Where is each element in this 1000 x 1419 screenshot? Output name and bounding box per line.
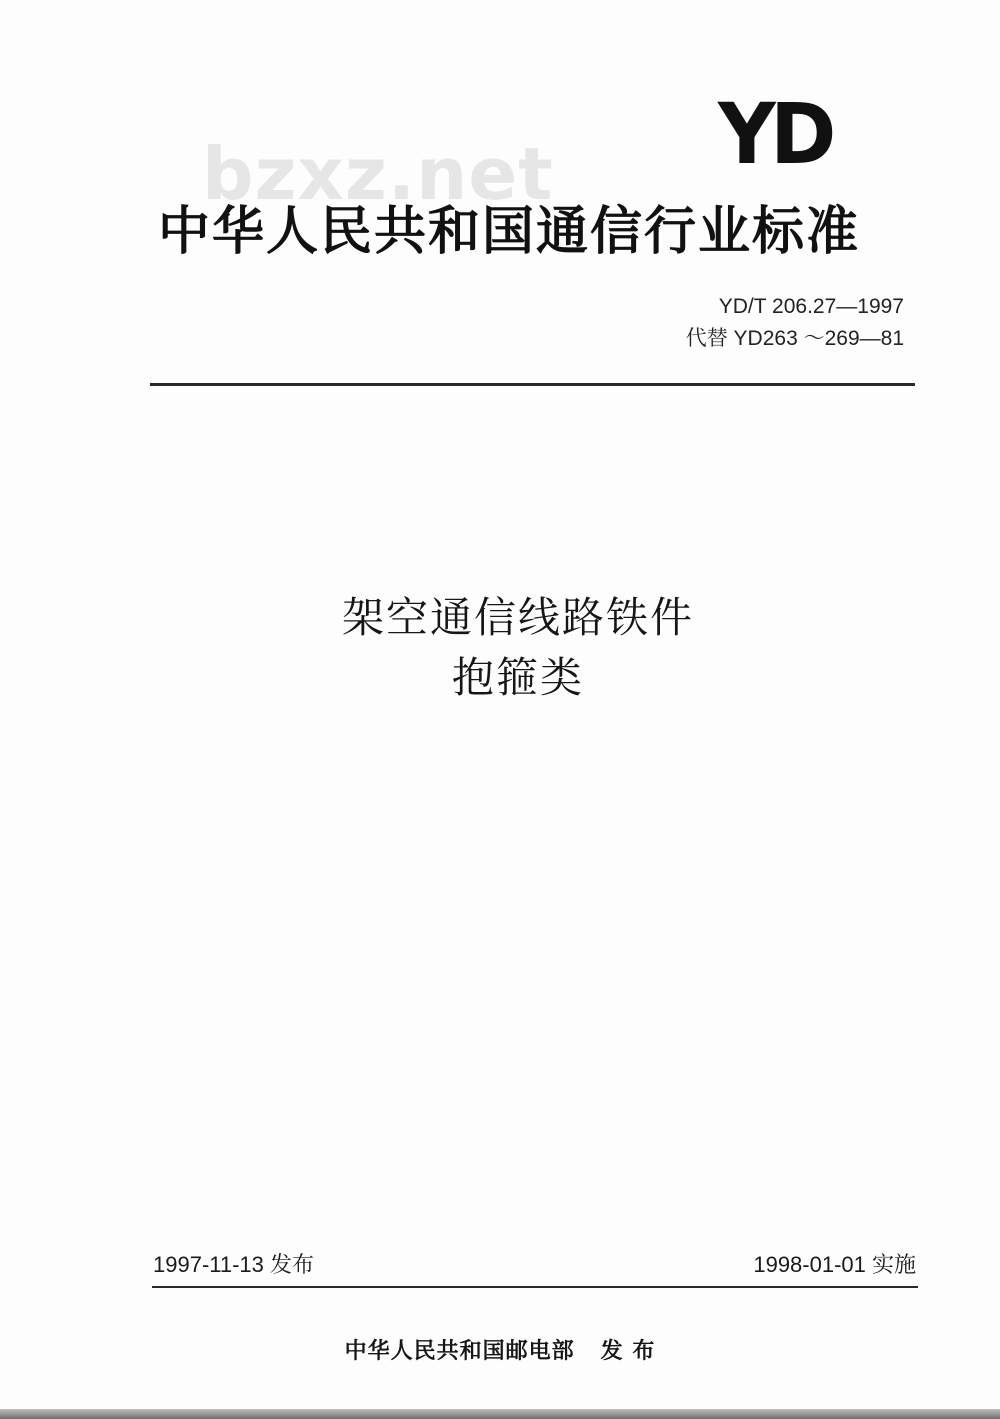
standard-number: YD/T 206.27—1997 — [718, 295, 904, 318]
scan-edge — [0, 1409, 1000, 1419]
publisher-action: 发 布 — [600, 1339, 656, 1364]
document-title: 架空通信线路铁件 — [341, 593, 694, 642]
watermark: bzxz.net — [202, 132, 554, 216]
publish-date: 1997-11-13 发布 — [153, 1252, 315, 1277]
yd-logo: YD — [718, 85, 831, 183]
implement-date: 1998-01-01 实施 — [753, 1252, 916, 1277]
publisher-line — [0, 1336, 1000, 1368]
top-divider — [150, 383, 915, 386]
document-subtitle: 抱箍类 — [451, 653, 584, 702]
publisher-name: 中华人民共和国邮电部 — [344, 1339, 575, 1364]
standard-replaces: 代替 YD263 ～269—81 — [685, 327, 904, 350]
bottom-divider — [152, 1286, 918, 1288]
standard-category-title: 中华人民共和国通信行业标准 — [158, 202, 861, 262]
